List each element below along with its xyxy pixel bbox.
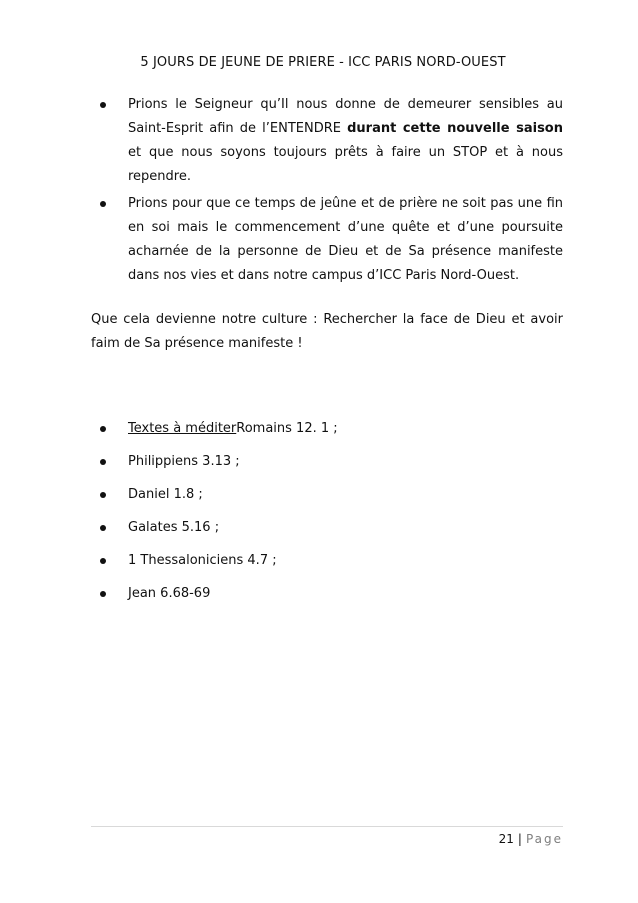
texts-list	[91, 419, 563, 617]
prayer-list-2	[91, 192, 563, 288]
prayer-item-2: Prions pour que ce temps de jeûne et de prière ne soit pas une fin en soi mais le commencement d’une quête et d’une poursuite acharnée de la personne de Dieu et de Sa présence manifeste dans nos vies et dans notre campus d’ICC Paris Nord-Ouest.	[91, 192, 563, 288]
culture-paragraph: Que cela devienne notre culture : Rechercher la face de Dieu et avoir faim de Sa présence manifeste !	[91, 312, 563, 351]
texts-item-1	[91, 419, 563, 439]
prayer-1-bold-text: durant cette nouvelle saison	[347, 121, 563, 136]
prayer-1-text-after: et que nous soyons toujours prêts à faire un STOP et à nous rependre.	[128, 145, 563, 184]
header-title: 5 JOURS DE JEUNE DE PRIERE - ICC PARIS NORD-OUEST	[140, 55, 506, 70]
texts-item-3: Daniel 1.8 ;	[91, 485, 563, 505]
footer-divider	[91, 826, 563, 827]
prayer-list-1	[91, 93, 563, 189]
texts-item-5: 1 Thessaloniciens 4.7 ;	[91, 551, 563, 571]
texts-item-2: Philippiens 3.13 ;	[91, 452, 563, 472]
page-number: 21	[498, 832, 514, 846]
prayer-item-1	[91, 93, 563, 189]
texts-item-4: Galates 5.16 ;	[91, 518, 563, 538]
prayer-1-text-before: Prions le Seigneur qu’Il nous donne de demeurer sensibles au Saint-Esprit afin de l’ENTENDRE	[128, 97, 563, 136]
texts-first-ref: Romains 12. 1 ;	[236, 421, 338, 436]
page-footer	[499, 832, 563, 846]
texts-item-6: Jean 6.68-69	[91, 584, 563, 604]
page-label: Page	[525, 832, 563, 846]
footer-separator: |	[517, 832, 522, 846]
texts-label-link[interactable]: Textes à méditer	[128, 421, 237, 436]
page-header	[0, 55, 638, 70]
